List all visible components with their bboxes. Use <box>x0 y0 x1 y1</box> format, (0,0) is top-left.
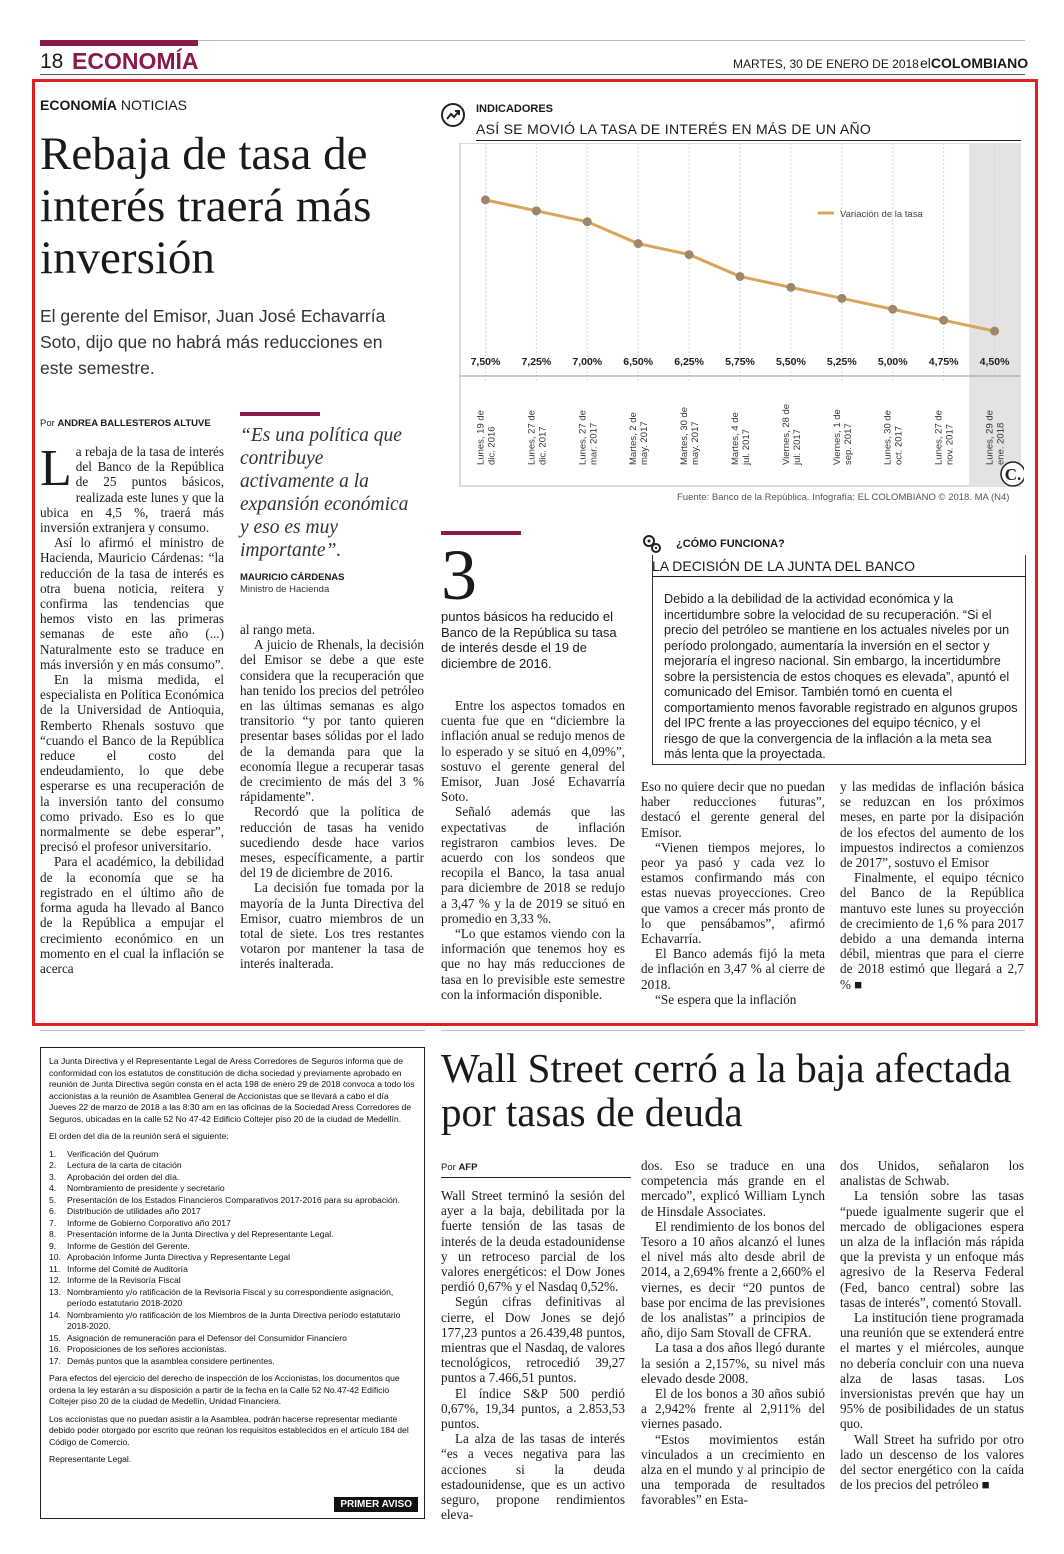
article-kicker <box>40 97 187 113</box>
article-paragraph: El Banco además fijó la meta de inflación en 3,47 % al cierre de 2018. <box>641 946 825 992</box>
masthead-name: COLOMBIANO <box>930 55 1029 71</box>
notice-agenda-item: 13. Nombramiento y/o ratificación de la Revisoría Fiscal y su correspondiente asignación, período estatutario 2018-2020 <box>49 1286 394 1308</box>
chart-point <box>481 195 490 204</box>
notice-agenda-item: 17. Demás puntos que la asamblea considere pertinentes. <box>49 1355 275 1366</box>
wallstreet-byline <box>441 1162 477 1173</box>
article-column-5 <box>840 779 1024 992</box>
chart-point <box>634 239 643 248</box>
article-paragraph: El índice S&P 500 perdió 0,67%, 19,34 puntos, a 2.853,53 puntos. <box>441 1385 625 1432</box>
article-paragraph: “Se espera que la inflación <box>655 991 797 1007</box>
notice-agenda-item: 12. Informe de la Revisoría Fiscal <box>49 1275 181 1285</box>
chart-value-label: 6,50% <box>623 356 654 368</box>
chart-category-label: Lunes, 30 deoct. 2017 <box>882 410 905 465</box>
notice-agenda-item: 7. Informe de Gobierno Corporativo año 2017 <box>49 1217 231 1228</box>
chart-value-label: 5,00% <box>877 356 908 368</box>
notice-intro: La Junta Directiva y el Representante Legal de Aress Corredores de Seguros informa que de conformidad con los estatutos de constitución de dicha sociedad y previamente aprobado en reunión de Junta Directiva según consta en el acta 198 de enero 29 de 2018 convoca a todo los accionistas a la reunión de Asamblea General de Accionistas que se llevará a cabo el día Jueves 22 de marzo de 2018 a las 8:30 am en las oficinas de la Sociedad Aress Corredores de Seguros, ubicadas en la calle 52 No 47-42 Edificio Coltejer piso 20 de la ciudad de Medellín. <box>49 1056 415 1124</box>
article-paragraph: Según cifras definitivas al cierre, el Dow Jones se dejó 177,23 puntos a 26.439,48 puntos, mientras que el Nasdaq, de valores tecnológicos, retrocedió 39,27 puntos a 7.466,51 puntos. <box>441 1294 625 1386</box>
article-paragraph: Finalmente, el equipo técnico del Banco de la República mantuvo este lunes su proyección de crecimiento de 1,6 % para 2017 debido a una demanda interna débil, mientras que para el cierre de 2018 estimó que llegará a 2,7 % ■ <box>840 870 1024 992</box>
chart-title: ASÍ SE MOVIÓ LA TASA DE INTERÉS EN MÁS DE UN AÑO <box>476 121 872 137</box>
masthead <box>920 55 1028 71</box>
wallstreet-headline: Wall Street cerró a la baja afectada por tasas de deuda <box>441 1045 1012 1135</box>
quote-bar <box>240 412 320 416</box>
notice-agenda-item: 6. Distribución de utilidades año 2017 <box>49 1206 201 1216</box>
chart-category-label: Lunes, 27 denov. 2017 <box>933 410 956 465</box>
article-paragraph: y las medidas de inflación básica se reduzcan en los próximos meses, en parte por la disipación de los efectos del aumento de los impuestos indirectos a comienzos de 2017”, sostuvo el Emisor <box>840 779 1024 871</box>
gears-icon <box>641 532 663 554</box>
bottom-rule <box>441 1030 1025 1031</box>
article-paragraph: Wall Street terminó la sesión del ayer a la baja, debilitada por la fuerte tensión de las tasas de interés de la deuda estadounidense y un retroceso parcial de los valores energéticos: el Dow Jones perdió 0,67% y el Nasdaq 0,52%. <box>441 1188 625 1295</box>
byline-por: Por <box>441 1162 459 1173</box>
chart-value-label: 7,00% <box>572 356 603 368</box>
notice-agenda-item: 14. Nombramiento y/o ratificación de los Miembros de la Junta Directiva período estatutario 2018-2020. <box>49 1309 401 1331</box>
chart-legend-label: Variación de la tasa <box>840 209 923 220</box>
article-paragraph: dos Unidos, señalaron los analistas de Schwab. <box>840 1158 1024 1189</box>
article-byline <box>40 418 211 429</box>
section-bar <box>40 40 198 46</box>
drop-cap: L <box>40 440 72 497</box>
chart-kicker: INDICADORES <box>476 103 554 115</box>
article-paragraph: Eso no quiere decir que no puedan haber reducciones futuras”, destacó el gerente general del Emisor. <box>641 779 825 840</box>
chart-value-label: 5,50% <box>776 356 806 368</box>
chart-point <box>583 217 592 226</box>
notice-agenda-list <box>49 1149 416 1368</box>
chart-source: Fuente: Banco de la República. Infografía: EL COLOMBIANO © 2018. MA (N4) <box>677 492 1010 503</box>
chart-value-label: 5,25% <box>826 356 857 368</box>
article-paragraph: La rebaja de la tasa de interés del Banco de la República de 25 puntos básicos, realizada este lunes y que la ubica en 4,5 %, traerá más inversión extranjera y consumo. <box>40 440 224 536</box>
article-paragraph: La institución tiene programada una reunión que se extenderá entre el martes y el miércoles, aunque no debería concluir con una nueva alza de lasas tasas. Los inversionistas prevén que hay un 95% de posibilidades de un status quo. <box>840 1310 1024 1432</box>
chart-category-label: Viernes, 28 dejul. 2017 <box>780 403 803 465</box>
notice-agenda-item: 5. Presentación de los Estados Financieros Comparativos 2017-2016 para su aprobación. <box>49 1194 400 1205</box>
article-paragraph: “Estos movimientos están vinculados a un crecimiento en alza en el mundo y al principio de una temporada de resultados favorables” en Esta- <box>641 1431 825 1508</box>
notice-agenda-item: 15. Asignación de remuneración para el Defensor del Consumidor Financiero <box>49 1332 347 1343</box>
article-paragraph: “Lo que estamos viendo con la información que tenemos hoy es que no hay más reducciones de tasa en lo previsible este semestre con la información disponible. <box>441 926 625 1002</box>
article-paragraph: Así lo afirmó el ministro de Hacienda, Mauricio Cárdenas: “la reducción de la tasa de interés es otra buena noticia, reitera y confirma las tendencias que hemos visto en las primeras semanas de este año (...) Naturalmente esto se traduce en más inversión y en más consumo”. <box>40 535 224 672</box>
chart-category-label: Martes, 4 dejul. 2017 <box>730 412 752 465</box>
notice-agenda-item: 1. Verificación del Quórum <box>49 1148 159 1159</box>
pull-quote: “Es una política que contribuye activamente a la expansión económica y eso es muy importante”. <box>240 425 409 561</box>
notice-badge: PRIMER AVISO <box>334 1497 418 1513</box>
article-paragraph: La decisión fue tomada por la mayoría de la Junta Directiva del Emisor, cuatro miembros de un total de siete. Los tres restantes votaron por mantener la tasa de interés inalterada. <box>240 880 424 972</box>
header-rule <box>40 74 1025 75</box>
how-text: Debido a la debilidad de la actividad económica y la incertidumbre sobre la velocidad de su recuperación. “Si el precio del petróleo se mantiene en los actuales niveles por un período prolongado, aumentaría la inversión en el sector y mejoraría el ingreso nacional. Sin embargo, la incertidumbre sobre la persistencia de estos choques es elevada”, apuntó el comunicado del Emisor. También tomó en cuenta el comportamiento menos favorable registrado en algunos grupos del IPC frente a las proyecciones del equipo técnico, y el riesgo de que la convergencia de la inflación a la meta sea más lenta que la proyectada. <box>664 592 1018 761</box>
article-paragraph: La tasa a dos años llegó durante la sesión a 2,157%, su nivel más elevado desde 2008. <box>641 1340 825 1386</box>
how-title: LA DECISIÓN DE LA JUNTA DEL BANCO <box>652 558 915 574</box>
chart-category-label: Viernes, 1 desep. 2017 <box>831 409 854 465</box>
article-paragraph: Señaló además que las expectativas de inflación registraron cambios leves. De acuerdo con los sondeos que recopila el Banco, la tasa anual para diciembre de 2018 se redujo a 3,47 % y la de 2019 se situó en promedio en 3,33 %. <box>441 804 625 926</box>
article-paragraph: Wall Street ha sufrido por otro lado un descenso de los valores del sector energético con la caída de los precios del petróleo ■ <box>840 1431 1024 1493</box>
notice-agenda-item: 8. Presentación informe de la Junta Directiva y del Representante Legal. <box>49 1229 334 1239</box>
chart-point <box>837 294 846 303</box>
chart-point <box>685 250 694 259</box>
notice-order-intro: El orden del día de la reunión será el siguiente: <box>49 1131 229 1141</box>
page-number: 18 <box>40 50 64 73</box>
chart-category-label: Martes, 30 demay. 2017 <box>679 406 702 465</box>
article-paragraph: La tensión sobre las tasas “puede igualmente sugerir que el mercado de obligaciones espera un alza de la inflación más rápida que la prevista y un enfoque más agresivo de la Reserva Federal (Fed, banco central) sobre las tasas de interés”, comentó Stovall. <box>840 1188 1024 1310</box>
kicker-bold: ECONOMÍA <box>40 97 117 113</box>
big-number: 3 <box>441 535 477 615</box>
chart-point <box>532 206 541 215</box>
article-subhead: El gerente del Emisor, Juan José Echavarría Soto, dijo que no habrá más reducciones en este semestre. <box>40 306 386 378</box>
how-kicker: ¿CÓMO FUNCIONA? <box>676 538 785 550</box>
section-name: ECONOMÍA <box>72 48 199 74</box>
chart-value-label: 6,25% <box>674 356 704 368</box>
chart-point <box>990 327 999 336</box>
interest-rate-chart <box>452 143 1024 490</box>
notice-agenda-item: 10. Aprobación Informe Junta Directiva y Representante Legal <box>49 1252 291 1262</box>
notice-agenda-item: 16. Proposiciones de los señores accionistas. <box>49 1344 227 1354</box>
chart-value-label: 5,75% <box>725 356 755 368</box>
chart-value-label: 7,50% <box>470 356 501 368</box>
chart-point <box>736 272 745 281</box>
article-paragraph: Entre los aspectos tomados en cuenta fue que en “diciembre la inflación anual se redujo menos de lo esperado y se situó en 4,09%”, sostuvo el gerente general del Emisor, Juan José Echavarría Soto. <box>441 698 625 805</box>
kicker-rest: NOTICIAS <box>117 97 188 113</box>
chart-logo: C. <box>1004 465 1022 484</box>
byline-por: Por <box>40 418 58 429</box>
article-paragraph: Recordó que la política de reducción de tasas ha venido sucediendo desde hace varios meses, específicamente, a partir del 19 de diciembre de 2016. <box>240 804 424 881</box>
article-paragraph: La alza de las tasas de interés “es a veces negativa para las acciones si la deuda estadounidense, que es un activo seguro, propone rendimientos eleva- <box>441 1431 625 1523</box>
big-number-text: puntos básicos ha reducido el Banco de la República su tasa de interés desde el 19 de diciembre de 2016. <box>441 609 617 671</box>
article-paragraph: El rendimiento de los bonos del Tesoro a 10 años alcanzó el lunes el nivel más alto desde abril de 2014, a 2,694% frente a 2,660% el viernes, es decir “20 puntos de base por encima de las previsiones de los analistas” a principios de año, dijo Sam Stovall de CFRA. <box>641 1218 825 1341</box>
notice-agenda-item: 3. Aprobación del orden del día. <box>49 1171 180 1182</box>
chart-title-rule <box>476 140 1021 141</box>
trend-icon <box>441 103 465 127</box>
quote-author: MAURICIO CÁRDENAS <box>240 572 345 583</box>
chart-category-label: Lunes, 19 dedic. 2016 <box>475 410 498 465</box>
chart-point <box>888 305 897 314</box>
article-column-3 <box>441 698 625 1002</box>
article-paragraph: al rango meta. <box>240 622 316 637</box>
notice-proxy: Los accionistas que no puedan asistir a la Asamblea, podrán hacerse representar mediante debido poder otorgado por escrito que reúnan los requisitos establecidos en el artículo 184 del Código de Comercio. <box>49 1413 409 1447</box>
shareholder-notice <box>40 1047 425 1519</box>
notice-agenda-item: 9. Informe de Gestión del Gerente. <box>49 1240 190 1251</box>
bottom-rule <box>40 1030 425 1031</box>
chart-point <box>939 316 948 325</box>
chart-value-label: 7,25% <box>521 356 552 368</box>
article-column-4 <box>641 779 825 1007</box>
article-headline: Rebaja de tasa de interés traerá más inversión <box>40 128 372 284</box>
masthead-el: el <box>920 55 931 71</box>
notice-agenda-item: 2. Lectura de la carta de citación <box>49 1160 182 1170</box>
article-paragraph: En la misma medida, el especialista en Política Económica de la Universidad de Antioquia, Remberto Rhenals sostuvo que “cuando el Banco de la República reduce el costo del endeudamiento, lo que debe esperarse es una recuperación de la inversión tanto del consumo como privado. Eso es lo que normalmente se debe esperar”, precisó el profesor universitario. <box>40 672 224 855</box>
quote-role: Ministro de Hacienda <box>240 584 330 595</box>
how-title-rule <box>652 576 1026 577</box>
chart-point <box>786 283 795 292</box>
wallstreet-byline-rule <box>441 1177 631 1178</box>
notice-agenda-item: 11. Informe del Comité de Auditoría <box>49 1263 188 1274</box>
article-paragraph: El de los bonos a 30 años subió a 2,942% frente al 2,911% del viernes pasado. <box>641 1386 825 1432</box>
chart-category-label: Lunes, 27 dedic. 2017 <box>526 410 549 465</box>
notice-signature: Representante Legal. <box>49 1454 132 1464</box>
notice-agenda-item: 4. Nombramiento de presidente y secretario <box>49 1183 225 1193</box>
chart-category-label: Martes, 2 demay. 2017 <box>628 412 651 465</box>
chart-category-label: Lunes, 29 deene. 2018 <box>984 410 1007 465</box>
article-column-2 <box>240 622 424 972</box>
article-column-1 <box>40 440 224 976</box>
wallstreet-column-2 <box>641 1158 825 1508</box>
chart-value-label: 4,75% <box>928 356 959 368</box>
wallstreet-column-1 <box>441 1188 625 1522</box>
article-paragraph: “Vienen tiempos mejores, lo peor ya pasó y cada vez lo estamos confirmando más con estas nuevas proyecciones. Creo que vamos a crecer más pronto de lo que pensábamos”, afirmó Echavarría. <box>641 839 825 947</box>
issue-date: MARTES, 30 DE ENERO DE 2018 <box>733 57 919 71</box>
article-paragraph: Para el académico, la debilidad de la economía que se ha registrado en el último año de forma aguda ha llevado al Banco de la República a empujar el crecimiento económico en un momento en el cual la inflación se acerca <box>40 854 224 976</box>
article-paragraph: A juicio de Rhenals, la decisión del Emisor se debe a que este considera que la recuperación que han tenido los precios del petróleo en las últimas semanas es algo transitorio “y por tanto quieren presentar bases sólidas por el lado de la demanda para que la economía llegue a recuperar tasas de crecimiento de más del 3 % rápidamente”. <box>240 637 424 805</box>
wallstreet-column-3 <box>840 1158 1024 1492</box>
article-paragraph: dos. Eso se traduce en una competencia más grande en el mercado”, explicó William Lynch de Hinsdale Associates. <box>641 1158 825 1219</box>
chart-value-label: 4,50% <box>979 356 1010 368</box>
chart-category-label: Lunes, 27 demar. 2017 <box>577 410 600 465</box>
byline-name: ANDREA BALLESTEROS ALTUVE <box>57 418 211 429</box>
notice-inspection: Para efectos del ejercicio del derecho de inspección de los Accionistas, los documentos que ordena la ley estarán a su disposición a partir de la fecha en la Calle 52 No.47-42 Edificio Coltejer piso 20 de la ciudad de Medellín, Unidad Financiera. <box>49 1373 400 1406</box>
byline-name: AFP <box>458 1162 478 1173</box>
